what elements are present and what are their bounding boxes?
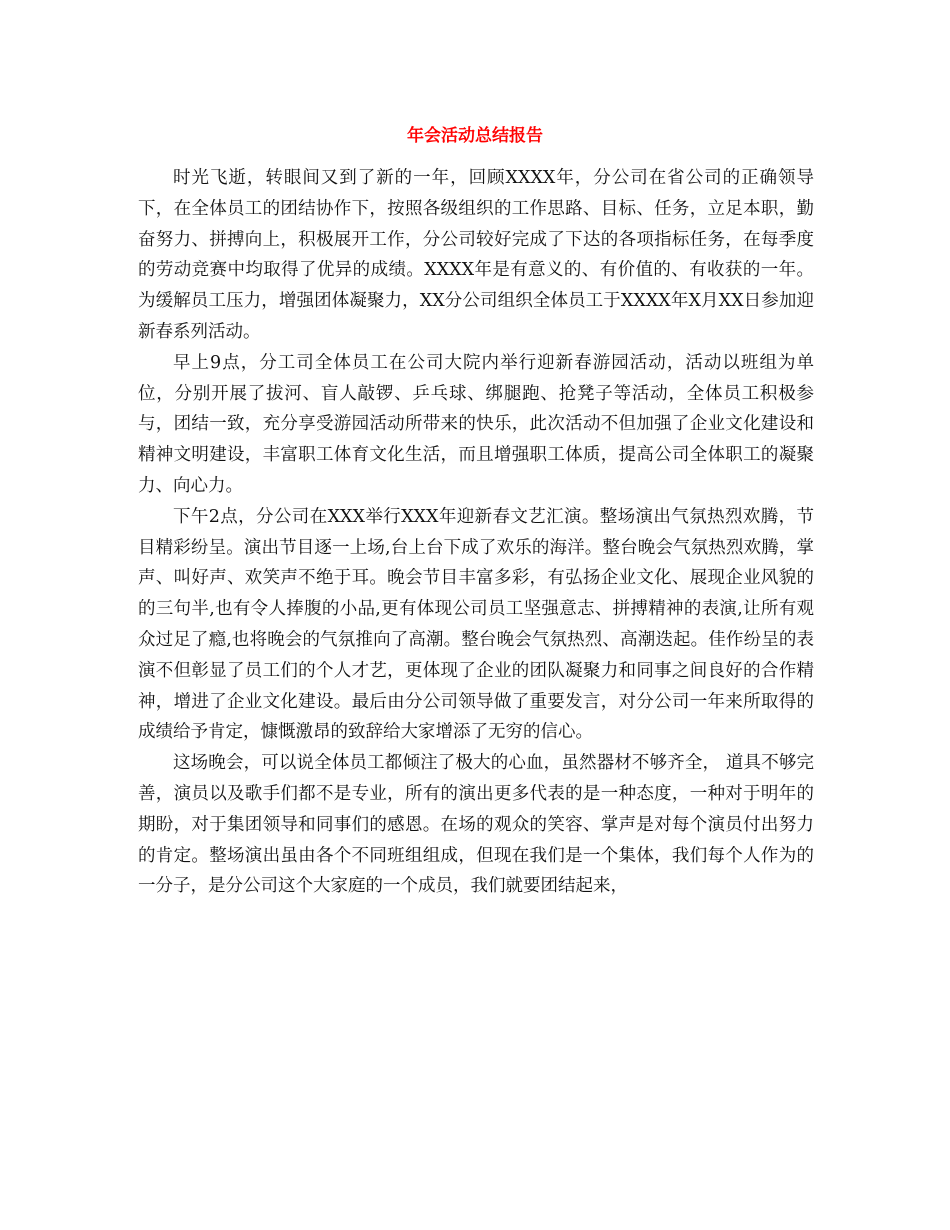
document-title: 年会活动总结报告	[407, 126, 543, 146]
paragraph-evening-reflection: 这场晚会，可以说全体员工都倾注了极大的心血，虽然器材不够齐全， 道具不够完善，演员以及歌手们都不是专业，所有的演出更多代表的是一种态度，一种对于明年的期盼，对于集团领导和同事们的感恩。在场的观众的笑容、掌声是对每个演员付出努力的肯定。整场演出虽由各个不同班组组成，但现在我们是一个集体，我们每个人作为的一分子，是分公司这个大家庭的一个成员，我们就要团结起来，	[138, 753, 814, 897]
paragraph-garden-activity: 早上9点，分工司全体员工在公司大院内举行迎新春游园活动，活动以班组为单位，分别开展了拔河、盲人敲锣、乒乓球、绑腿跑、抢凳子等活动，全体员工积极参与，团结一致，充分享受游园活动所带来的快乐，此次活动不但加强了企业文化建设和精神文明建设，丰富职工体育文化生活，而且增强职工体质，提高公司全体职工的凝聚力、向心力。	[138, 352, 814, 496]
document-body	[138, 163, 814, 902]
paragraph-afternoon-performance: 下午2点，分公司在XXX举行XXX年迎新春文艺汇演。整场演出气氛热烈欢腾，节目精彩纷呈。演出节目逐一上场,台上台下成了欢乐的海洋。整台晚会气氛热烈欢腾，掌声、叫好声、欢笑声不绝于耳。晚会节目丰富多彩，有弘扬企业文化、展现企业风貌的的三句半,也有令人捧腹的小品,更有体现公司员工坚强意志、拼搏精神的表演,让所有观众过足了瘾,也将晚会的气氛推向了高潮。整台晚会气氛热烈、高潮迭起。佳作纷呈的表演不但彰显了员工们的个人才艺，更体现了企业的团队凝聚力和同事之间良好的合作精神，增进了企业文化建设。最后由分公司领导做了重要发言，对分公司一年来所取得的成绩给予肯定，慷慨激昂的致辞给大家增添了无穷的信心。	[138, 506, 814, 743]
paragraph-morning-intro: 时光飞逝，转眼间又到了新的一年，回顾XXXX年，分公司在省公司的正确领导下，在全体员工的团结协作下，按照各级组织的工作思路、目标、任务，立足本职，勤奋努力、拼搏向上，积极展开工作，分公司较好完成了下达的各项指标任务，在每季度的劳动竞赛中均取得了优异的成绩。XXXX年是有意义的、有价值的、有收获的一年。为缓解员工压力，增强团体凝聚力，XX分公司组织全体员工于XXXX年X月XX日参加迎新春系列活动。	[138, 168, 814, 342]
